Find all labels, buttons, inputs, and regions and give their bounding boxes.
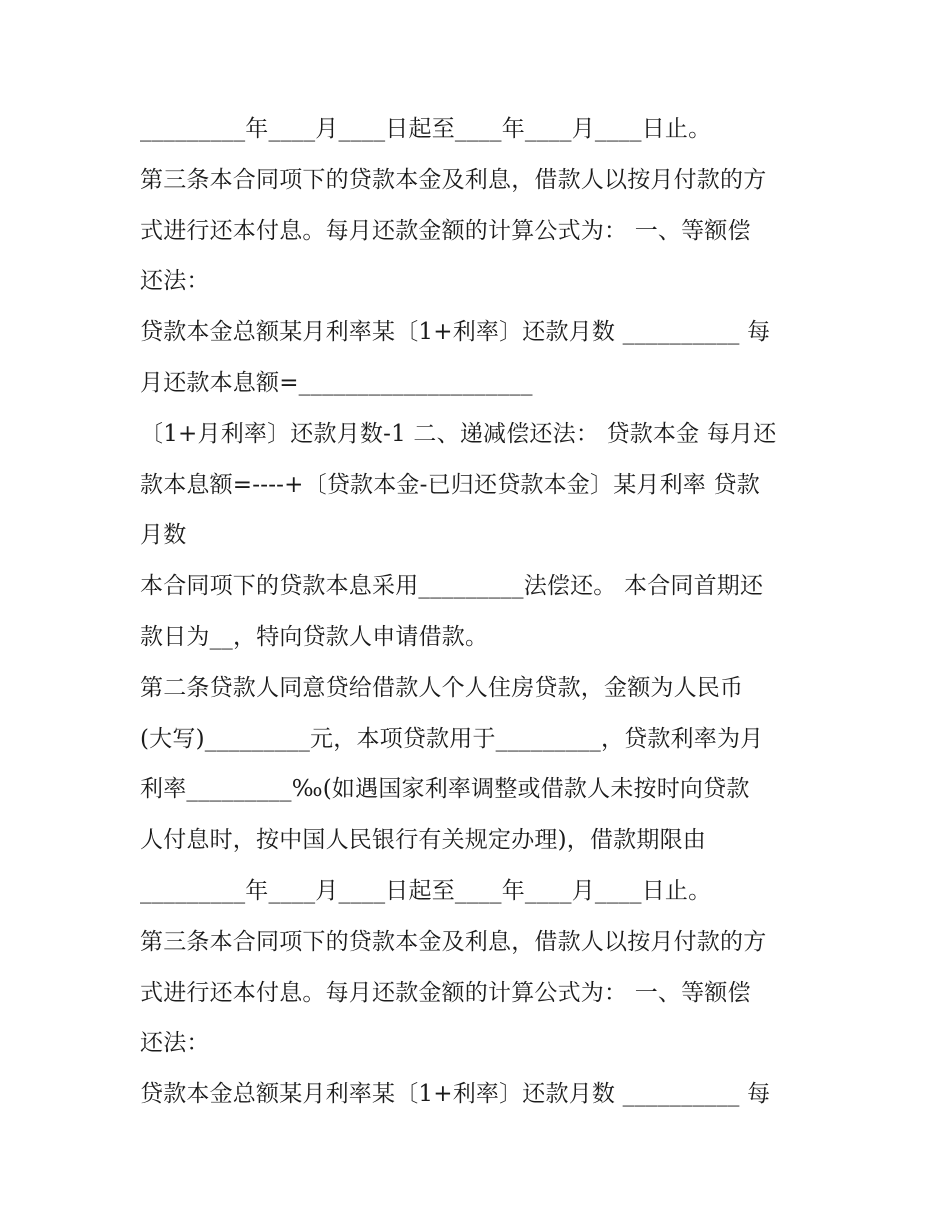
text-line: 款日为__，特向贷款人申请借款。 [140, 623, 489, 650]
text-line: 还法： [140, 1030, 210, 1057]
text-line: 第三条本合同项下的贷款本金及利息，借款人以按月付款的方 [140, 928, 767, 955]
text-line: 月还款本息额=____________________ [140, 369, 533, 396]
contract-text [140, 104, 820, 1120]
text-line: 式进行还本付息。每月还款金额的计算公式为： 一、等额偿 [140, 217, 751, 244]
text-line: 还法： [140, 268, 210, 295]
text-line: 第二条贷款人同意贷给借款人个人住房贷款，金额为人民币 [140, 674, 744, 701]
text-line: 款本息额=----+〔贷款本金-已归还贷款本金〕某月利率 贷款 [140, 471, 760, 498]
text-line: 贷款本金总额某月利率某〔1+利率〕还款月数 __________ 每 [140, 319, 771, 346]
text-line: 月数 [140, 522, 187, 549]
text-line: 式进行还本付息。每月还款金额的计算公式为： 一、等额偿 [140, 979, 751, 1006]
text-line: 第三条本合同项下的贷款本金及利息，借款人以按月付款的方 [140, 166, 767, 193]
text-line: 〔1+月利率〕还款月数-1 二、递减偿还法： 贷款本金 每月还 [140, 420, 777, 447]
text-line: 本合同项下的贷款本息采用_________法偿还。 本合同首期还 [140, 573, 764, 600]
text-line: _________年____月____日起至____年____月____日止。 [140, 877, 712, 904]
text-line: 人付息时，按中国人民银行有关规定办理)，借款期限由 [140, 827, 706, 854]
text-line: 利率_________‰(如遇国家利率调整或借款人未按时向贷款 [140, 776, 750, 803]
text-line: (大写)_________元，本项贷款用于_________，贷款利率为月 [140, 725, 764, 752]
text-line: _________年____月____日起至____年____月____日止。 [140, 116, 712, 142]
text-line: 贷款本金总额某月利率某〔1+利率〕还款月数 __________ 每 [140, 1081, 771, 1108]
